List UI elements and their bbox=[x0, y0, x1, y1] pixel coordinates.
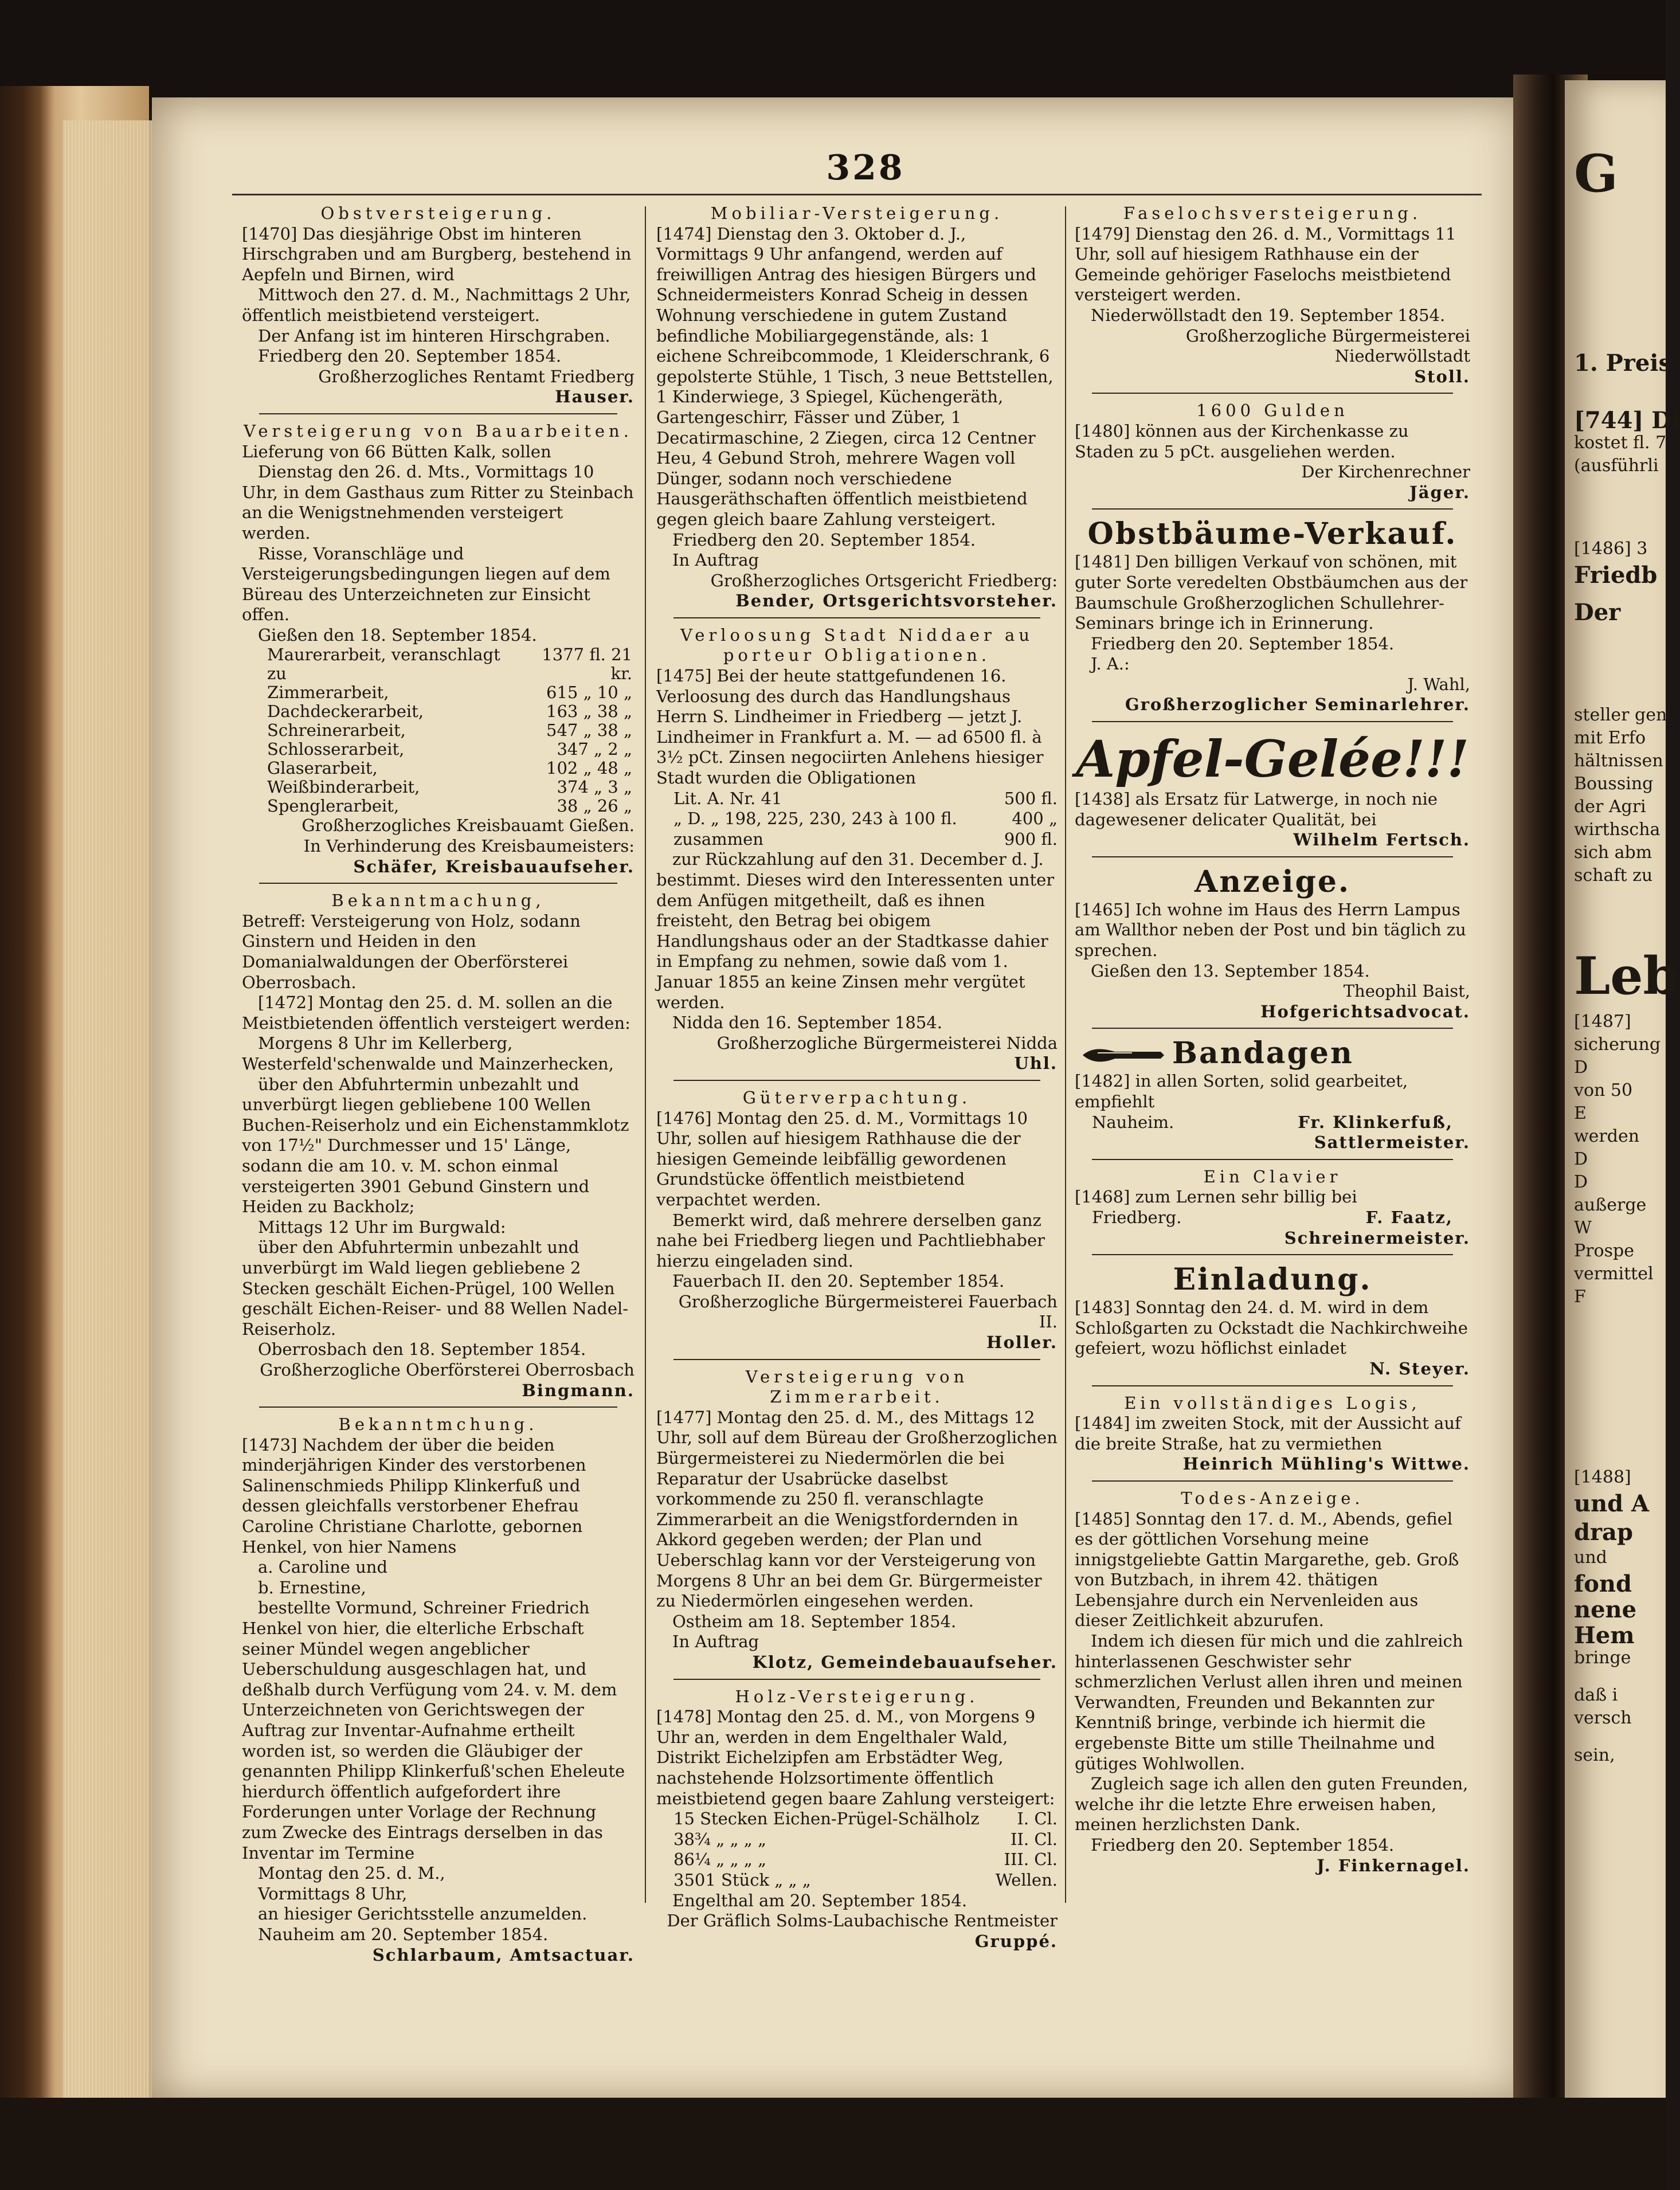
ad-line: an hiesiger Gerichtsstelle anzumelden. bbox=[258, 1904, 588, 1924]
ad-line: [1438] als Ersatz für Latwerge, in noch nie dagewesener delicater Qualität, bei bbox=[1075, 789, 1438, 829]
advertisement bbox=[1075, 1488, 1470, 1876]
ad-line: [1470] Das diesjährige Obst im hinteren Hirschgraben und am Burgberg, bestehend in Aepfeln und Birnen, wird bbox=[242, 224, 632, 284]
next-page-text: [744] Di bbox=[1574, 407, 1680, 434]
next-page-text: schaft zu bbox=[1574, 865, 1653, 886]
column-rule bbox=[1065, 206, 1066, 1903]
ad-signature: Holler. bbox=[986, 1333, 1058, 1353]
page-number: 328 bbox=[826, 148, 905, 188]
ad-signature: Bingmann. bbox=[522, 1380, 635, 1400]
cost-value: 615 „ 10 „ bbox=[546, 683, 632, 703]
wood-value: Wellen. bbox=[995, 1870, 1058, 1890]
ad-line: In Auftrag bbox=[672, 1632, 759, 1652]
cost-value: 102 „ 48 „ bbox=[546, 758, 632, 778]
ad-line: Friedberg den 20. September 1854. bbox=[1091, 1835, 1395, 1855]
ad-signature: Großherzogliche Oberförsterei Oberrosbach bbox=[260, 1360, 635, 1380]
advertisement bbox=[1075, 203, 1470, 387]
ad-signature: Der Gräflich Solms-Laubachische Rentmeister bbox=[667, 1911, 1058, 1931]
wood-label: 3501 Stück „ „ „ bbox=[673, 1870, 811, 1890]
column-left bbox=[242, 203, 635, 1965]
next-page-fragment bbox=[1565, 80, 1680, 2144]
pointing-hand-icon bbox=[1080, 1046, 1166, 1065]
ad-signature: Schreinermeister. bbox=[1284, 1228, 1470, 1248]
ad-signature: Hofgerichtsadvocat. bbox=[1260, 1001, 1470, 1021]
cost-table bbox=[265, 645, 635, 816]
advertisement bbox=[1075, 1036, 1470, 1153]
cost-value: 163 „ 38 „ bbox=[546, 702, 632, 722]
ad-line: [1477] Montag den 25. d. M., des Mittags 12 Uhr, soll auf dem Büreau der Großherzoglichen Bürgermeisterei zu Niedermörlen die bei Reparatur der Usabrücke daselbst vorkommende zu 250 fl. veranschlagte Zimmerarbeit an die Wenigstfordernden in Akkord gegeben werden; der Plan und Ueberschlag kann vor der Versteigerung von Morgens 8 Uhr an bei dem Gr. Bürgermeister zu Niedermörlen eingesehen werden. bbox=[656, 1407, 1058, 1611]
ad-title-text: Bandagen bbox=[1172, 1036, 1354, 1071]
wood-label: 15 Stecken Eichen-Prügel-Schälholz bbox=[673, 1809, 980, 1829]
next-page-text: kostet fl. 7 bbox=[1574, 433, 1667, 453]
ad-line: [1481] Den billigen Verkauf von schönen, mit guter Sorte veredelten Obstbäumchen aus der Baumschule Großherzoglichen Schullehrer-Seminars bringe ich in Erinnerung. bbox=[1075, 552, 1468, 633]
cost-row bbox=[265, 721, 635, 740]
ad-title: Holz-Versteigerung. bbox=[735, 1686, 979, 1706]
next-page-text: außerge bbox=[1574, 1195, 1647, 1215]
advertisement bbox=[1075, 1262, 1470, 1379]
next-page-text: D bbox=[1574, 1057, 1588, 1078]
advertisement bbox=[1075, 516, 1470, 715]
ad-line: Der Anfang ist im hinteren Hirschgraben. bbox=[258, 326, 610, 346]
ad-line: Bemerkt wird, daß mehrere derselben ganz nahe bei Friedberg liegen und Pachtliebhaber hierzu eingeladen sind. bbox=[656, 1210, 1045, 1271]
ad-line: Friedberg den 20. September 1854. bbox=[258, 346, 562, 366]
ad-signature: Großherzogliche Bürgermeisterei Fauerbach II. bbox=[678, 1291, 1058, 1332]
ad-line: Nidda den 16. September 1854. bbox=[672, 1013, 942, 1033]
ad-line: Friedberg den 20. September 1854. bbox=[672, 530, 976, 550]
ad-title: Obstbäume-Verkauf. bbox=[1087, 516, 1458, 552]
section-divider bbox=[259, 413, 617, 414]
ad-line: Mittwoch den 27. d. M., Nachmittags 2 Uhr, öffentlich meistbietend versteigert. bbox=[242, 285, 631, 325]
column-middle bbox=[656, 203, 1058, 1952]
ad-line: [1479] Dienstag den 26. d. M., Vormittags 11 Uhr, soll auf hiesigem Rathhause ein der Gemeinde gehöriger Faselochs meistbietend versteigert werden. bbox=[1075, 224, 1456, 305]
next-page-text: von 50 bbox=[1574, 1080, 1633, 1100]
ad-line: bestellte Vormund, Schreiner Friedrich Henkel von hier, die elterliche Erbschaft seiner Mündel wegen angeblicher Ueberschuldung ausgeschlagen hat, und deßhalb durch Verfügung vom 24. v. M. dem Unterzeichneten von Gerichtswegen der Auftrag zur Inventar-Aufnahme ertheilt worden ist, so werden die Gläubiger der genannten Philipp Klinkerfuß'schen Eheleute hierdurch öffentlich aufgefordert ihre Forderungen unter Vorlage der Rechnung zum Zwecke des Eintrags derselben in das Inventar im Termine bbox=[242, 1598, 625, 1863]
ad-signature: Wilhelm Fertsch. bbox=[1293, 830, 1470, 850]
advertisement bbox=[1075, 1167, 1470, 1248]
next-page-text: G bbox=[1574, 143, 1618, 204]
next-page-text: Leb bbox=[1574, 946, 1679, 1006]
ad-signature: Schlarbaum, Amtsactuar. bbox=[372, 1945, 635, 1965]
signature-row bbox=[1075, 1112, 1470, 1133]
ad-title: Obstversteigerung. bbox=[320, 203, 556, 223]
ad-title: Faselochsversteigerung. bbox=[1123, 203, 1422, 223]
ad-signature: Gruppé. bbox=[974, 1931, 1058, 1951]
next-page-text: fond bbox=[1574, 1570, 1632, 1597]
ad-line: Dienstag den 26. d. Mts., Vormittags 10 Uhr, in dem Gasthaus zum Ritter zu Steinbach an die Wenigstnehmenden versteigert werden. bbox=[242, 462, 634, 543]
ad-signature: In Verhinderung des Kreisbaumeisters: bbox=[303, 836, 635, 856]
lots-label: zusammen bbox=[673, 829, 763, 849]
ad-title: Güterverpachtung. bbox=[742, 1087, 972, 1107]
section-divider bbox=[1092, 508, 1453, 510]
ad-signature: Hauser. bbox=[555, 387, 635, 407]
next-page-text: D bbox=[1574, 1172, 1588, 1192]
ad-signature: Großherzogliche Bürgermeisterei Niederwöllstadt bbox=[1185, 326, 1470, 366]
merchant-name: F. Faatz, bbox=[1365, 1207, 1453, 1227]
ad-title: Ein vollständiges Logis, bbox=[1124, 1393, 1421, 1413]
cost-value: 347 „ 2 „ bbox=[557, 739, 632, 759]
next-page-text: wirthscha bbox=[1574, 820, 1661, 840]
section-divider bbox=[259, 883, 617, 884]
next-page-text: Hem bbox=[1574, 1622, 1635, 1649]
place-name: Friedberg. bbox=[1092, 1207, 1182, 1227]
section-divider bbox=[673, 617, 1040, 618]
section-divider bbox=[1092, 856, 1453, 857]
ad-line: [1478] Montag den 25. d. M., von Morgens 9 Uhr an, werden in dem Engelthaler Wald, Distrikt Eichelzipfen am Erbstädter Weg, nachstehende Holzsortimente öffentlich meistbietend gegen baare Zahlung versteigert: bbox=[656, 1707, 1055, 1808]
lots-label: Lit. A. Nr. 41 bbox=[673, 788, 782, 808]
next-page-text: Der bbox=[1574, 599, 1621, 626]
wood-value: II. Cl. bbox=[1010, 1829, 1058, 1849]
cost-row bbox=[265, 778, 635, 797]
ad-signature: Sattlermeister. bbox=[1314, 1133, 1470, 1153]
next-page-text: und A bbox=[1574, 1490, 1650, 1517]
cost-label: Weißbinderarbeit, bbox=[267, 777, 420, 797]
ad-title: Ein Clavier bbox=[1203, 1166, 1342, 1186]
advertisement bbox=[656, 1367, 1058, 1673]
column-rule bbox=[645, 206, 646, 1903]
ad-line: Montag den 25. d. M., bbox=[258, 1863, 445, 1883]
next-page-text: (ausführli bbox=[1574, 456, 1659, 476]
cost-label: Dachdeckerarbeit, bbox=[267, 702, 424, 722]
ad-line: Nauheim am 20. September 1854. bbox=[258, 1924, 549, 1944]
ad-title: Bekanntmachung, bbox=[331, 891, 545, 911]
ad-line: Oberrosbach den 18. September 1854. bbox=[258, 1339, 586, 1360]
ad-line: In Auftrag bbox=[672, 550, 759, 570]
next-page-text: bringe bbox=[1574, 1648, 1631, 1668]
ad-title: Mobiliar-Versteigerung. bbox=[710, 203, 1004, 223]
next-page-text: sein, bbox=[1574, 1745, 1615, 1765]
advertisement bbox=[1075, 401, 1470, 503]
next-page-text: [1487] bbox=[1574, 1012, 1631, 1032]
ad-line: Betreff: Versteigerung von Holz, sodann Ginstern und Heiden in den Domanialwaldungen der Oberförsterei Oberrosbach. bbox=[242, 911, 581, 992]
ad-line: über den Abfuhrtermin unbezahlt und unverbürgt im Wald liegen gebliebene 2 Stecken geschält Eichen-Prügel, 100 Wellen geschält Eichen-Reiser- und 88 Wellen Nadel-Reiserholz. bbox=[242, 1237, 629, 1339]
ad-line: Friedberg den 20. September 1854. bbox=[1091, 633, 1395, 653]
ad-line: [1476] Montag den 25. d. M., Vormittags 10 Uhr, sollen auf hiesigem Rathhause die der hiesigen Gemeinde leibfällig gewordenen Grundstücke öffentlich meistbietend verpachtet werden. bbox=[656, 1108, 1028, 1209]
next-page-text: [1486] 3 bbox=[1574, 539, 1648, 559]
advertisement bbox=[1075, 1393, 1470, 1475]
lots-row bbox=[656, 809, 1058, 829]
ad-line: J. A.: bbox=[1091, 654, 1130, 674]
ad-line: Mittags 12 Uhr im Burgwald: bbox=[258, 1217, 506, 1237]
ad-line: [1484] im zweiten Stock, mit der Aussicht auf die breite Straße, hat zu vermiethen bbox=[1075, 1413, 1461, 1454]
ad-line: [1465] Ich wohne im Haus des Herrn Lampus am Wallthor neben der Post und bin täglich zu sprechen. bbox=[1075, 899, 1466, 961]
ad-title: 1600 Gulden bbox=[1196, 401, 1349, 421]
lots-value: 900 fl. bbox=[1004, 829, 1058, 849]
cost-value: 374 „ 3 „ bbox=[557, 777, 632, 797]
ad-line: Lieferung von 66 Bütten Kalk, sollen bbox=[242, 441, 551, 461]
next-page-text: nene bbox=[1574, 1596, 1637, 1623]
advertisement bbox=[242, 421, 635, 877]
ad-signature: Jäger. bbox=[1409, 482, 1470, 502]
next-page-text: der Agri bbox=[1574, 797, 1646, 817]
next-page-text: [1488] bbox=[1574, 1467, 1631, 1487]
lots-value: 400 „ bbox=[1012, 809, 1058, 829]
advertisement bbox=[242, 891, 635, 1401]
ad-line: [1472] Montag den 25. d. M. sollen an die Meistbietenden öffentlich versteigert werden: bbox=[242, 993, 631, 1033]
ad-line: Vormittags 8 Uhr, bbox=[258, 1883, 408, 1903]
next-page-text: Prospe bbox=[1574, 1241, 1634, 1261]
lots-value: 500 fl. bbox=[1004, 788, 1058, 808]
next-page-text: versch bbox=[1574, 1708, 1632, 1728]
ad-title: Apfel-Gelée!!! bbox=[1075, 729, 1470, 789]
cost-value: 547 „ 38 „ bbox=[546, 720, 632, 741]
advertisement bbox=[1075, 729, 1470, 851]
section-divider bbox=[1092, 1385, 1453, 1386]
next-page-text: sich abm bbox=[1574, 843, 1652, 863]
ad-line: Gießen den 18. September 1854. bbox=[258, 625, 537, 645]
ad-line: Risse, Voranschläge und Versteigerungsbedingungen liegen auf dem Büreau des Unterzeichneten zur Einsicht offen. bbox=[242, 543, 610, 625]
next-page-text: 1. Preis bbox=[1574, 350, 1671, 377]
cost-value: 1377 fl. 21 kr. bbox=[542, 645, 632, 684]
next-page-text: werden bbox=[1574, 1126, 1640, 1146]
section-divider bbox=[673, 1359, 1040, 1360]
ad-line: Morgens 8 Uhr im Kellerberg, Westerfeld'schenwalde und Mainzerhecken, bbox=[242, 1033, 614, 1074]
page-stack-edges bbox=[63, 120, 160, 2103]
wood-row bbox=[656, 1829, 1058, 1850]
next-page-text: Boussing bbox=[1574, 774, 1654, 794]
cost-label: Zimmerarbeit, bbox=[267, 683, 389, 703]
cost-row bbox=[265, 759, 635, 778]
wood-label: 86¼ „ „ „ „ bbox=[673, 1850, 766, 1870]
lots-row bbox=[656, 789, 1058, 809]
ad-signature: J. Finkernagel. bbox=[1317, 1855, 1470, 1875]
ad-signature: Der Kirchenrechner bbox=[1301, 462, 1470, 482]
next-page-text: und bbox=[1574, 1548, 1607, 1568]
ad-title: Versteigerung von Zimmerarbeit. bbox=[745, 1366, 969, 1407]
ad-line: Ostheim am 18. September 1854. bbox=[672, 1611, 957, 1631]
ad-line: Indem ich diesen für mich und die zahlreich hinterlassenen Geschwister sehr schmerzlichen Verlust allen ihren und meinen Verwandten, Freunden und Bekannten zur Kenntniß bringe, verbinde ich hiermit die ergebenste Bitte um stille Theilnahme und gütiges Wohlwollen. bbox=[1075, 1631, 1463, 1773]
ad-title: Einladung. bbox=[1173, 1262, 1372, 1298]
next-page-text: steller gen bbox=[1574, 705, 1667, 725]
ad-line: Fauerbach II. den 20. September 1854. bbox=[672, 1271, 1005, 1291]
cost-row bbox=[265, 645, 635, 683]
ad-line: [1480] können aus der Kirchenkasse zu Staden zu 5 pCt. ausgeliehen werden. bbox=[1075, 421, 1409, 461]
ad-signature: Großherzoglicher Seminarlehrer. bbox=[1125, 695, 1470, 715]
section-divider bbox=[1092, 1159, 1453, 1160]
ad-line: b. Ernestine, bbox=[258, 1577, 366, 1597]
section-divider bbox=[1092, 1254, 1453, 1255]
next-page-text: mit Erfo bbox=[1574, 728, 1646, 748]
advertisement bbox=[242, 203, 635, 408]
cost-row bbox=[265, 797, 635, 816]
ad-line: a. Caroline und bbox=[258, 1557, 388, 1577]
ad-signature: Großherzogliche Bürgermeisterei Nidda bbox=[716, 1033, 1058, 1053]
next-page-text: D bbox=[1574, 1149, 1588, 1169]
next-page-text: W bbox=[1574, 1218, 1592, 1238]
advertisement bbox=[1075, 864, 1470, 1022]
next-page-text: E bbox=[1574, 1103, 1587, 1123]
ad-line: Zugleich sage ich allen den guten Freunden, welche ihr die letzte Ehre erweisen haben, meinen herzlichsten Dank. bbox=[1075, 1774, 1468, 1835]
ad-signature: Bender, Ortsgerichtsvorsteher. bbox=[735, 591, 1058, 611]
advertisement bbox=[656, 203, 1058, 612]
ad-signature: Uhl. bbox=[1014, 1053, 1058, 1074]
section-divider bbox=[259, 1407, 617, 1408]
next-page-text: daß i bbox=[1574, 1685, 1618, 1705]
ad-signature: Stoll. bbox=[1414, 366, 1470, 386]
ad-line: [1485] Sonntag den 17. d. M., Abends, gefiel es der göttlichen Vorsehung meine innigstgeliebte Gattin Margarethe, geb. Groß von Butzbach, in ihrem 42. thätigen Lebensjahre durch ein Nervenleiden aus dieser Zeitlichkeit abzurufen. bbox=[1075, 1509, 1459, 1631]
ad-line: Niederwöllstadt den 19. September 1854. bbox=[1091, 305, 1446, 325]
wood-row bbox=[656, 1850, 1058, 1870]
cost-label: Spenglerarbeit, bbox=[267, 796, 400, 816]
wood-value: I. Cl. bbox=[1017, 1809, 1058, 1829]
book-bottom bbox=[0, 2098, 1666, 2190]
wood-label: 38¾ „ „ „ „ bbox=[673, 1829, 766, 1849]
place-name: Nauheim. bbox=[1092, 1112, 1174, 1132]
ad-line: [1468] zum Lernen sehr billig bei bbox=[1075, 1187, 1357, 1207]
ad-line: über den Abfuhrtermin unbezahlt und unverbürgt liegen gebliebene 100 Wellen Buchen-Reiserholz und ein Eichenstammklotz von 17½" Durchmesser und 15' Länge, sodann die am 10. v. M. schon einmal versteigerten 3901 Gebund Ginstern und Heiden zu Backholz; bbox=[242, 1074, 629, 1217]
book-background bbox=[0, 0, 1666, 109]
section-divider bbox=[1092, 1028, 1453, 1029]
lots-row bbox=[656, 829, 1058, 850]
ad-signature: Schäfer, Kreisbauaufseher. bbox=[353, 856, 635, 876]
cost-row bbox=[265, 683, 635, 702]
cost-row bbox=[265, 702, 635, 721]
cost-label: Glaserarbeit, bbox=[267, 758, 378, 778]
ad-title: Anzeige. bbox=[1194, 864, 1351, 899]
ad-line: [1482] in allen Sorten, solid gearbeitet, empfiehlt bbox=[1075, 1071, 1408, 1111]
ad-title: Todes-Anzeige. bbox=[1181, 1488, 1364, 1508]
ad-title: Verloosung Stadt Niddaer au porteur Obligationen. bbox=[680, 625, 1034, 665]
section-divider bbox=[1092, 1480, 1453, 1482]
section-divider bbox=[1092, 721, 1453, 722]
next-page-text: sicherung bbox=[1574, 1035, 1661, 1055]
next-page-text: F bbox=[1574, 1287, 1586, 1307]
cost-row bbox=[265, 740, 635, 759]
ad-signature: Großherzogliches Ortsgericht Friedberg: bbox=[710, 570, 1058, 590]
ad-signature: Theophil Baist, bbox=[1343, 981, 1470, 1001]
cost-label: Schlosserarbeit, bbox=[267, 739, 405, 759]
header-rule bbox=[232, 194, 1482, 195]
wood-row bbox=[656, 1809, 1058, 1829]
ad-line: [1473] Nachdem der über die beiden minderjährigen Kinder des verstorbenen Salinenschmieds Philipp Klinkerfuß und dessen gleichfalls verstorbener Ehefrau Caroline Christiane Charlotte, gebornen Henkel, von hier Namens bbox=[242, 1435, 586, 1557]
lots-label: „ D. „ 198, 225, 230, 243 à 100 fl. bbox=[673, 809, 957, 829]
next-page-text: drap bbox=[1574, 1519, 1633, 1546]
ad-title bbox=[1075, 1036, 1470, 1071]
next-page-text: Friedb bbox=[1574, 562, 1658, 589]
wood-value: III. Cl. bbox=[1004, 1850, 1058, 1870]
ad-signature: N. Steyer. bbox=[1369, 1358, 1470, 1378]
signature-row bbox=[1075, 1208, 1470, 1228]
section-divider bbox=[673, 1080, 1040, 1081]
advertisement bbox=[656, 625, 1058, 1074]
section-divider bbox=[673, 1679, 1040, 1680]
section-divider bbox=[1092, 393, 1453, 394]
advertisement bbox=[656, 1088, 1058, 1353]
ad-line: zur Rückzahlung auf den 31. December d. J. bestimmt. Dieses wird den Interessenten unter dem Anfügen mitgetheilt, daß es ihnen freisteht, den Betrag bei obigem Handlungshaus oder an der Stadtkasse dahier in Empfang zu nehmen, sowie daß vom 1. Januar 1855 an keine Zinsen mehr vergütet werden. bbox=[656, 849, 1055, 1012]
wood-row bbox=[656, 1870, 1058, 1891]
cost-value: 38 „ 26 „ bbox=[557, 796, 632, 816]
ad-line: Engelthal am 20. September 1854. bbox=[672, 1890, 968, 1910]
ad-line: [1474] Dienstag den 3. Oktober d. J., Vormittags 9 Uhr anfangend, werden auf freiwilligen Antrag des hiesigen Bürgers und Schneidermeisters Konrad Scheig in dessen Wohnung verschiedene in gutem Zustand befindliche Mobiliargegenstände, als: 1 eichene Schreibcommode, 1 Kleiderschrank, 6 gepolsterte Stühle, 1 Tisch, 3 neue Bettstellen, 1 Kinderwiege, 3 Spiegel, Küchengeräth, Gartengeschirr, Fässer und Züber, 1 Decatirmaschine, 2 Ziegen, circa 12 Centner Heu, 4 Gebund Stroh, mehrere Wagen voll Dünger, sodann noch verschiedene Hausgeräthschaften öffentlich meistbietend gegen gleich baare Zahlung versteigert. bbox=[656, 224, 1054, 529]
ad-title: Versteigerung von Bauarbeiten. bbox=[244, 421, 633, 441]
advertisement bbox=[242, 1415, 635, 1965]
cost-label: Maurerarbeit, veranschlagt zu bbox=[267, 645, 500, 684]
merchant-name: Fr. Klinkerfuß, bbox=[1298, 1112, 1453, 1132]
next-page-text: hältnissen bbox=[1574, 751, 1663, 771]
next-page-text: vermittel bbox=[1574, 1264, 1654, 1284]
ad-line: [1483] Sonntag den 24. d. M. wird in dem Schloßgarten zu Ockstadt die Nachkirchweihe gefeiert, wozu höflichst einladet bbox=[1075, 1298, 1468, 1358]
ad-line: Gießen den 13. September 1854. bbox=[1091, 961, 1370, 981]
cost-label: Schreinerarbeit, bbox=[267, 720, 406, 741]
ad-title: Bekanntmchung. bbox=[338, 1415, 538, 1435]
ad-signature: J. Wahl, bbox=[1407, 674, 1470, 694]
ad-signature: Großherzogliches Kreisbauamt Gießen. bbox=[301, 816, 635, 836]
ad-signature: Großherzogliches Rentamt Friedberg bbox=[318, 366, 635, 386]
ad-line: [1475] Bei der heute stattgefundenen 16. Verloosung des durch das Handlungshaus Herrn S. Lindheimer in Friedberg — jetzt J. Lindheimer in Frankfurt a. M. — ad 6500 fl. à 3½ pCt. Zinsen negociirten Anlehens hiesiger Stadt wurden die Obligationen bbox=[656, 666, 1044, 788]
column-right bbox=[1075, 203, 1470, 1876]
advertisement bbox=[656, 1687, 1058, 1952]
ad-signature: Heinrich Mühling's Wittwe. bbox=[1182, 1454, 1470, 1474]
ad-signature: Klotz, Gemeindebauaufseher. bbox=[752, 1652, 1058, 1672]
